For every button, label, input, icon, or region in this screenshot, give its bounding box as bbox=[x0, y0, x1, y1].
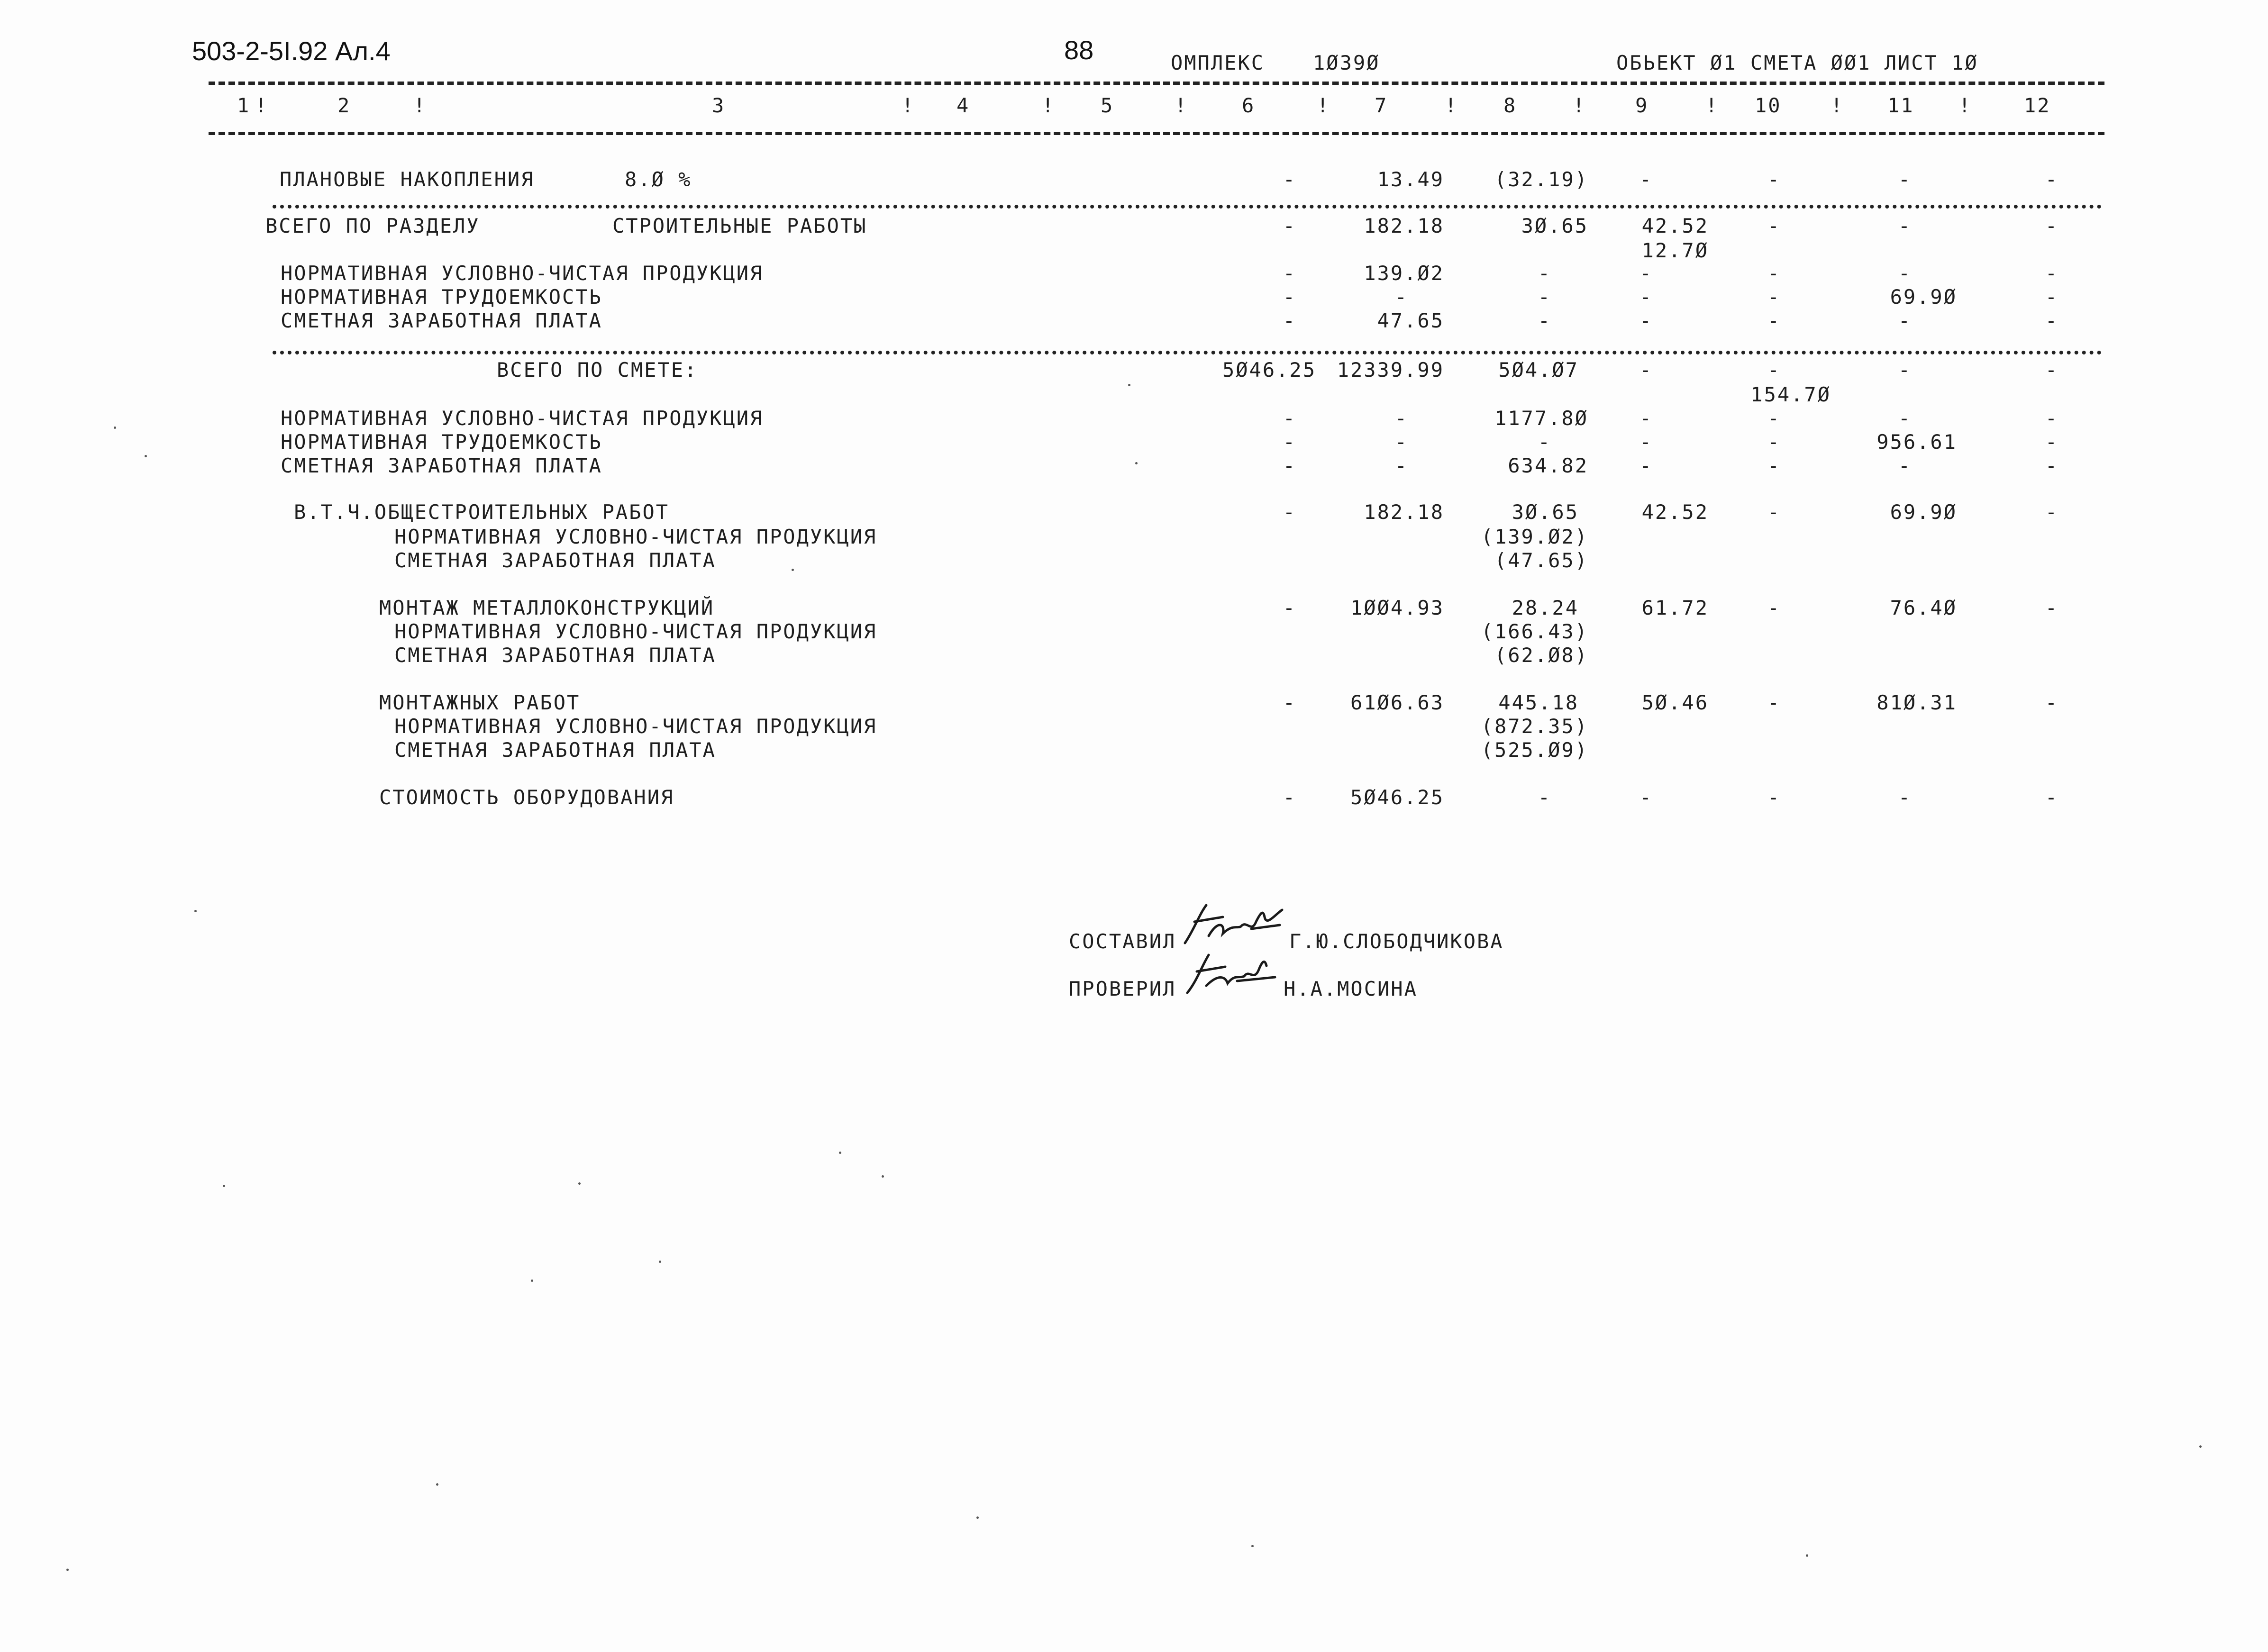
cell-col9: - bbox=[1639, 786, 1653, 809]
cell-col6: - bbox=[1283, 407, 1296, 430]
row-label: МОНТАЖ МЕТАЛЛОКОНСТРУКЦИЙ bbox=[379, 596, 715, 619]
cell-col9: - bbox=[1639, 262, 1653, 285]
cell-col8-sub2: (47.65) bbox=[1494, 549, 1588, 572]
col-number: 5 bbox=[1101, 94, 1114, 117]
scan-speck bbox=[839, 1152, 841, 1154]
cell-col7: 5Ø46.25 bbox=[1350, 786, 1444, 809]
cell-col8: 3Ø.65 bbox=[1512, 500, 1579, 524]
cell-col9: - bbox=[1639, 168, 1653, 191]
cell-col12: - bbox=[2045, 262, 2059, 285]
scan-speck bbox=[145, 455, 147, 457]
cell-col7: 13.49 bbox=[1377, 168, 1444, 191]
cell-col7: - bbox=[1394, 407, 1408, 430]
scan-speck bbox=[659, 1261, 661, 1263]
scan-speck bbox=[436, 1483, 438, 1486]
cell-col10: - bbox=[1767, 358, 1781, 381]
cell-col6: - bbox=[1283, 262, 1296, 285]
cell-col9: - bbox=[1639, 285, 1653, 309]
row-label: СМЕТНАЯ ЗАРАБОТНАЯ ПЛАТА bbox=[281, 454, 602, 477]
page-number: 88 bbox=[1064, 35, 1094, 65]
col-number: 2 bbox=[337, 94, 351, 117]
row-label: СМЕТНАЯ ЗАРАБОТНАЯ ПЛАТА bbox=[281, 309, 602, 332]
scan-speck bbox=[114, 427, 116, 429]
row-label: СТОИМОСТЬ ОБОРУДОВАНИЯ bbox=[379, 786, 674, 809]
cell-col12: - bbox=[2045, 500, 2059, 524]
scan-speck bbox=[792, 569, 794, 571]
cell-col11: 69.9Ø bbox=[1890, 500, 1957, 524]
doc-code: 503-2-5I.92 Ал.4 bbox=[192, 36, 391, 66]
signature-checked bbox=[1180, 948, 1284, 1000]
cell-col10: - bbox=[1767, 262, 1781, 285]
cell-col7: 61Ø6.63 bbox=[1350, 691, 1444, 714]
scan-speck bbox=[882, 1175, 884, 1178]
cell-col9: 42.52 bbox=[1641, 214, 1709, 237]
cell-col6: 5Ø46.25 bbox=[1222, 358, 1316, 381]
row-sublabel: НОРМАТИВНАЯ УСЛОВНО-ЧИСТАЯ ПРОДУКЦИЯ bbox=[394, 620, 877, 643]
scan-speck bbox=[66, 1569, 69, 1571]
cell-col8: 5Ø4.Ø7 bbox=[1498, 358, 1579, 381]
row-label: В.Т.Ч.ОБЩЕСТРОИТЕЛЬНЫХ РАБОТ bbox=[294, 500, 670, 524]
cell-col12: - bbox=[2045, 309, 2059, 332]
cell-col7: 1ØØ4.93 bbox=[1350, 596, 1444, 619]
cell-col12: - bbox=[2045, 358, 2059, 381]
cell-col9: 5Ø.46 bbox=[1641, 691, 1709, 714]
col-number: 7 bbox=[1375, 94, 1388, 117]
cell-col11: - bbox=[1898, 309, 1912, 332]
cell-col8: - bbox=[1538, 430, 1551, 454]
cell-col6: - bbox=[1283, 691, 1296, 714]
cell-col11: 76.4Ø bbox=[1890, 596, 1957, 619]
cell-col9: 42.52 bbox=[1641, 500, 1709, 524]
col-number: 10 bbox=[1755, 94, 1782, 117]
row-sublabel: НОРМАТИВНАЯ УСЛОВНО-ЧИСТАЯ ПРОДУКЦИЯ bbox=[394, 715, 877, 738]
cell-col8-sub1: (166.43) bbox=[1481, 620, 1588, 643]
cell-col12: - bbox=[2045, 407, 2059, 430]
cell-col7: 182.18 bbox=[1364, 214, 1444, 237]
col-number: 8 bbox=[1503, 94, 1517, 117]
cell-col6: - bbox=[1283, 309, 1296, 332]
cell-col9-extra: 12.7Ø bbox=[1641, 239, 1709, 262]
cell-col11: 69.9Ø bbox=[1890, 285, 1957, 309]
header-rule-bottom bbox=[209, 132, 2104, 135]
cell-col9: - bbox=[1639, 358, 1653, 381]
cell-col7: 139.Ø2 bbox=[1364, 262, 1444, 285]
cell-col6: - bbox=[1283, 285, 1296, 309]
planned-percent: 8.Ø % bbox=[625, 168, 692, 191]
scan-speck bbox=[976, 1516, 979, 1519]
cell-col8: 28.24 bbox=[1512, 596, 1579, 619]
cell-col7: - bbox=[1394, 285, 1408, 309]
col-sep: ! bbox=[902, 94, 915, 117]
row-label: МОНТАЖНЫХ РАБОТ bbox=[379, 691, 581, 714]
col-number: 6 bbox=[1242, 94, 1256, 117]
cell-col12: - bbox=[2045, 786, 2059, 809]
cell-col9: 61.72 bbox=[1641, 596, 1709, 619]
cell-col6: - bbox=[1283, 786, 1296, 809]
col-number: 3 bbox=[712, 94, 726, 117]
section-name: СТРОИТЕЛЬНЫЕ РАБОТЫ bbox=[612, 214, 867, 237]
compiled-name: Г.Ю.СЛОБОДЧИКОВА bbox=[1289, 930, 1504, 953]
cell-col11: - bbox=[1898, 214, 1912, 237]
row-label: НОРМАТИВНАЯ УСЛОВНО-ЧИСТАЯ ПРОДУКЦИЯ bbox=[281, 262, 764, 285]
signature-compiled bbox=[1180, 900, 1294, 953]
col-sep: ! bbox=[1831, 94, 1844, 117]
cell-col11: - bbox=[1898, 168, 1912, 191]
section-divider bbox=[273, 205, 2102, 209]
col-number: 12 bbox=[2024, 94, 2051, 117]
cell-col11: - bbox=[1898, 786, 1912, 809]
cell-col6: - bbox=[1283, 430, 1296, 454]
scan-speck bbox=[2199, 1445, 2202, 1448]
cell-col11: - bbox=[1898, 358, 1912, 381]
col-sep: ! bbox=[1958, 94, 1972, 117]
cell-col6: - bbox=[1283, 168, 1296, 191]
object-sheet: ОБЬЕКТ Ø1 СМЕТА ØØ1 ЛИСТ 1Ø bbox=[1616, 51, 1978, 74]
cell-col10: - bbox=[1767, 786, 1781, 809]
cell-col6: - bbox=[1283, 454, 1296, 477]
col-number: 11 bbox=[1887, 94, 1914, 117]
cell-col9: - bbox=[1639, 430, 1653, 454]
cell-col9: - bbox=[1639, 407, 1653, 430]
col-sep: ! bbox=[413, 94, 427, 117]
cell-col7: - bbox=[1394, 430, 1408, 454]
cell-col8-sub2: (525.Ø9) bbox=[1481, 738, 1588, 762]
cell-col7: - bbox=[1394, 454, 1408, 477]
header-rule-top bbox=[209, 82, 2104, 85]
row-sublabel: НОРМАТИВНАЯ УСЛОВНО-ЧИСТАЯ ПРОДУКЦИЯ bbox=[394, 525, 877, 548]
scan-speck bbox=[531, 1280, 533, 1282]
scan-speck bbox=[194, 910, 197, 912]
cell-col10: - bbox=[1767, 596, 1781, 619]
row-label: НОРМАТИВНАЯ ТРУДОЕМКОСТЬ bbox=[281, 430, 602, 454]
scan-speck bbox=[1135, 462, 1138, 464]
cell-col8: 3Ø.65 bbox=[1521, 214, 1588, 237]
compiled-label: СОСТАВИЛ bbox=[1069, 930, 1176, 953]
row-sublabel: СМЕТНАЯ ЗАРАБОТНАЯ ПЛАТА bbox=[394, 549, 716, 572]
scan-speck bbox=[578, 1182, 581, 1185]
cell-col12: - bbox=[2045, 454, 2059, 477]
scan-speck bbox=[223, 1185, 225, 1187]
cell-col12: - bbox=[2045, 168, 2059, 191]
cell-col10: - bbox=[1767, 407, 1781, 430]
col-number: 4 bbox=[956, 94, 970, 117]
col-sep: ! bbox=[1573, 94, 1586, 117]
cell-col10: - bbox=[1767, 454, 1781, 477]
cell-col8-sub2: (62.Ø8) bbox=[1494, 644, 1588, 667]
cell-col8: 445.18 bbox=[1498, 691, 1579, 714]
row-label: ВСЕГО ПО РАЗДЕЛУ bbox=[265, 214, 480, 237]
cell-col8-sub1: (139.Ø2) bbox=[1481, 525, 1588, 548]
col-sep: ! bbox=[1705, 94, 1719, 117]
col-sep: ! bbox=[1317, 94, 1330, 117]
cell-col9: - bbox=[1639, 309, 1653, 332]
cell-col11: - bbox=[1898, 262, 1912, 285]
row-sublabel: СМЕТНАЯ ЗАРАБОТНАЯ ПЛАТА bbox=[394, 644, 716, 667]
cell-col8: - bbox=[1538, 786, 1551, 809]
col-sep: ! bbox=[255, 94, 269, 117]
cell-col10-extra: 154.7Ø bbox=[1750, 383, 1831, 406]
cell-col11: - bbox=[1898, 454, 1912, 477]
cell-col10: - bbox=[1767, 430, 1781, 454]
complex-label: ОМПЛЕКС bbox=[1171, 51, 1265, 74]
col-sep: ! bbox=[1042, 94, 1056, 117]
cell-col8: - bbox=[1538, 309, 1551, 332]
cell-col10: - bbox=[1767, 500, 1781, 524]
cell-col7: 182.18 bbox=[1364, 500, 1444, 524]
cell-col8: - bbox=[1538, 262, 1551, 285]
cell-col6: - bbox=[1283, 214, 1296, 237]
scan-speck bbox=[1806, 1554, 1808, 1557]
cell-col12: - bbox=[2045, 691, 2059, 714]
cell-col8: 1177.8Ø bbox=[1494, 407, 1588, 430]
row-sublabel: СМЕТНАЯ ЗАРАБОТНАЯ ПЛАТА bbox=[394, 738, 716, 762]
cell-col12: - bbox=[2045, 430, 2059, 454]
cell-col10: - bbox=[1767, 214, 1781, 237]
complex-number: 1Ø39Ø bbox=[1313, 51, 1380, 74]
cell-col11: 956.61 bbox=[1876, 430, 1957, 454]
col-sep: ! bbox=[1445, 94, 1458, 117]
cell-col7: 47.65 bbox=[1377, 309, 1444, 332]
row-label: НОРМАТИВНАЯ ТРУДОЕМКОСТЬ bbox=[281, 285, 602, 309]
cell-col7: 12339.99 bbox=[1337, 358, 1444, 381]
cell-col6: - bbox=[1283, 596, 1296, 619]
cell-col11: 81Ø.31 bbox=[1876, 691, 1957, 714]
cell-col10: - bbox=[1767, 691, 1781, 714]
scan-speck bbox=[1251, 1545, 1254, 1547]
cell-col6: - bbox=[1283, 500, 1296, 524]
scan-speck bbox=[1128, 384, 1130, 386]
row-label: НОРМАТИВНАЯ УСЛОВНО-ЧИСТАЯ ПРОДУКЦИЯ bbox=[281, 407, 764, 430]
row-label: ПЛАНОВЫЕ НАКОПЛЕНИЯ bbox=[280, 168, 535, 191]
estimate-divider bbox=[273, 351, 2102, 354]
checked-label: ПРОВЕРИЛ bbox=[1069, 977, 1176, 1000]
col-number: 9 bbox=[1635, 94, 1649, 117]
cell-col9: - bbox=[1639, 454, 1653, 477]
col-sep: ! bbox=[1175, 94, 1188, 117]
cell-col12: - bbox=[2045, 596, 2059, 619]
cell-col10: - bbox=[1767, 285, 1781, 309]
cell-col8: (32.19) bbox=[1494, 168, 1588, 191]
cell-col10: - bbox=[1767, 168, 1781, 191]
cell-col8-sub1: (872.35) bbox=[1481, 715, 1588, 738]
col-number: 1 bbox=[237, 94, 251, 117]
row-label: ВСЕГО ПО СМЕТЕ: bbox=[497, 358, 698, 381]
cell-col12: - bbox=[2045, 214, 2059, 237]
checked-name: Н.А.МОСИНА bbox=[1284, 977, 1418, 1000]
cell-col10: - bbox=[1767, 309, 1781, 332]
cell-col8: - bbox=[1538, 285, 1551, 309]
cell-col11: - bbox=[1898, 407, 1912, 430]
cell-col12: - bbox=[2045, 285, 2059, 309]
cell-col8: 634.82 bbox=[1508, 454, 1588, 477]
